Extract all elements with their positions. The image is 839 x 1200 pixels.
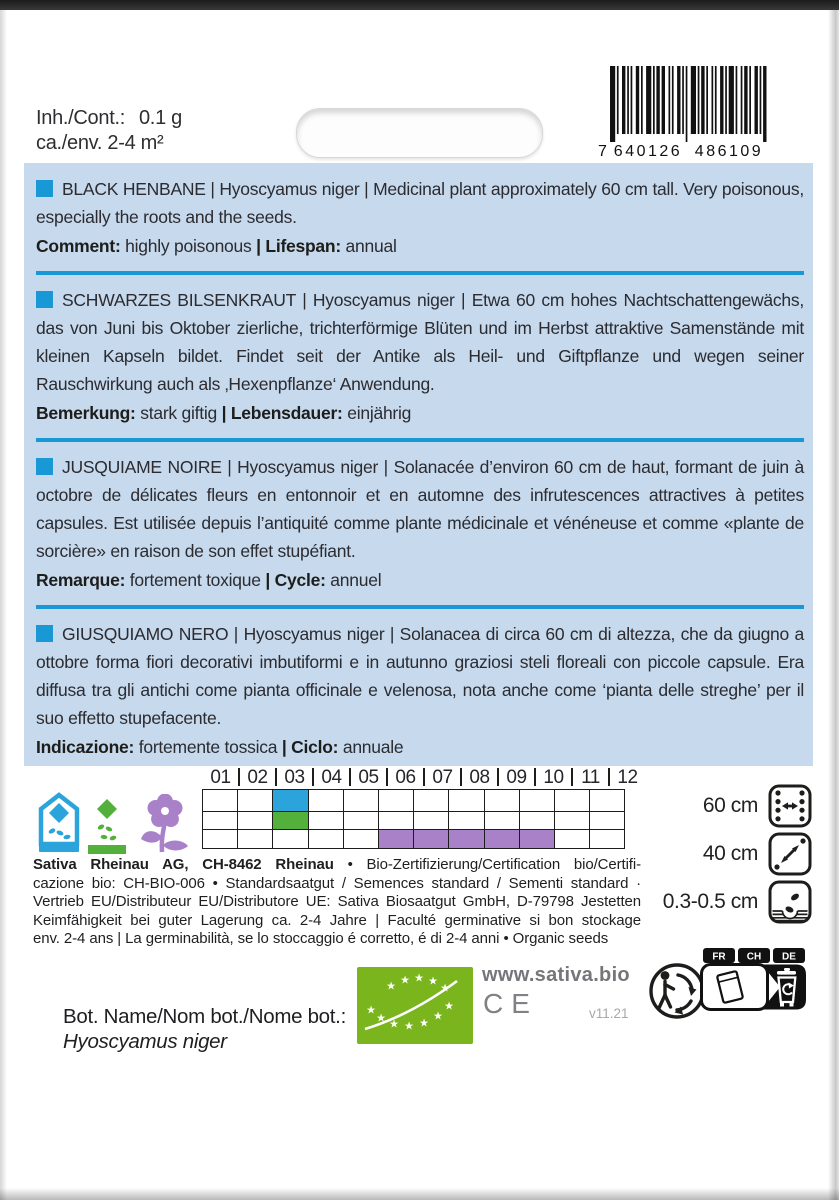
star-icon: ★ xyxy=(428,975,438,988)
star-icon: ★ xyxy=(400,974,410,987)
star-icon: ★ xyxy=(414,972,424,985)
separator-rule xyxy=(36,605,804,609)
section-description: JUSQUIAME NOIRE | Hyoscyamus niger | Solanacée d’environ 60 cm de haut, formant de juin à octobre de délicates fleurs en entonnoir et en automne des infrutescences attractives à petites capsules. Est utilisée depuis l’antiquité comme plante médicinale et vénéneuse et comme «plante de sorcière» en raison de son effet stupéfiant. xyxy=(36,457,804,561)
calendar-legend xyxy=(38,788,198,854)
calendar-cell xyxy=(273,830,308,849)
note-label: | Ciclo: xyxy=(281,737,339,757)
calendar-cell xyxy=(379,812,414,830)
eu-leaf-stars xyxy=(357,967,473,1044)
direct-sowing-icon xyxy=(88,797,126,854)
calendar-month-label: 05 xyxy=(350,766,387,789)
calendar-cell xyxy=(203,812,238,830)
disposal-tab-ch: CH xyxy=(746,951,762,963)
company-line1: • Bio-Zertifizierung/Certification bio/Certifi- xyxy=(333,856,641,873)
botanical-name: Hyoscyamus niger xyxy=(63,1030,227,1053)
calendar-cell xyxy=(309,790,344,812)
note-value: fortemente tossica xyxy=(134,737,282,757)
calendar-cell xyxy=(309,830,344,849)
row-spacing-icon xyxy=(768,784,812,828)
calendar-cell xyxy=(520,790,555,812)
hang-hole xyxy=(296,108,543,158)
note-label: Bemerkung: xyxy=(36,403,136,423)
photo-edge-top xyxy=(0,0,839,10)
star-icon: ★ xyxy=(389,1018,399,1031)
calendar-cell xyxy=(238,830,273,849)
description-panel xyxy=(24,163,813,766)
calendar-month-label: 06 xyxy=(387,766,424,789)
section-bullet-icon xyxy=(36,625,53,642)
barcode-group1: 640126 xyxy=(613,143,683,160)
calendar-cell xyxy=(379,790,414,812)
botanical-name-block xyxy=(63,1004,346,1054)
barcode-prefix: 7 xyxy=(598,143,610,160)
calendar-cell xyxy=(203,790,238,812)
note-value: stark giftig xyxy=(135,403,222,423)
calendar-month-label: 09 xyxy=(498,766,535,789)
photo-edge-right xyxy=(828,10,839,1200)
note-label: Indicazione: xyxy=(36,737,135,757)
language-section-it xyxy=(36,620,804,761)
company-name: Sativa Rheinau AG, CH-8462 Rheinau xyxy=(33,856,334,873)
section-text xyxy=(36,175,804,231)
section-description: SCHWARZES BILSENKRAUT | Hyoscyamus niger | Etwa 60 cm hohes Nachtschattengewächs, das von Juni bis Oktober zierliche, trichterförmige Blüten und im Herbst attraktive Samenstände mit kleinen Kapseln bildet. Findet seit der Antike als Heil- und Giftpflanze und wegen seiner Rauschwirkung auch als ‚Hexenpflanze‘ Anwendung. xyxy=(36,290,804,394)
spec-row-spacing xyxy=(560,784,812,828)
note-label: | Lifespan: xyxy=(256,236,341,256)
company-line4: Keimfähigkeit bei guter Lagerung ca. 2-4 Jahre | Faculté germinative si bon stockage xyxy=(33,911,641,929)
note-label: | Cycle: xyxy=(265,570,326,590)
section-note xyxy=(36,566,804,594)
disposal-tab-fr: FR xyxy=(712,951,726,963)
botanical-name-label: Bot. Name/Nom bot./Nome bot.: xyxy=(63,1005,346,1028)
section-bullet-icon xyxy=(36,291,53,308)
calendar-cell xyxy=(449,812,484,830)
note-value: annuale xyxy=(338,737,404,757)
section-description: GIUSQUIAMO NERO | Hyoscyamus niger | Solanacea di circa 60 cm di altezza, che da giugno a ottobre forma fiori decorativi imbutiformi e in autunno graziosi steli floreali con piccole capsule. Era diffusa tra gli antichi come pianta officinale e velenosa, nota anche come ‘pianta delle streghe’ per il suo effetto stupefacente. xyxy=(36,624,804,728)
photo-edge-left xyxy=(0,10,7,1200)
calendar-cell xyxy=(485,812,520,830)
star-icon: ★ xyxy=(433,1010,443,1023)
content-value: 0.1 g xyxy=(138,107,182,129)
section-note xyxy=(36,399,804,427)
company-line5: env. 2-4 ans | La germinabilità, se lo stoccaggio é corretto, é di 2-4 anni • Organic seeds xyxy=(33,930,609,948)
note-value: annuel xyxy=(325,570,382,590)
company-line2: cazione bio: CH-BIO-006 • Standardsaatgut / Semences standard / Sementi standard · xyxy=(33,874,641,892)
flowering-icon xyxy=(136,794,194,854)
calendar-month-label: 04 xyxy=(313,766,350,789)
section-bullet-icon xyxy=(36,458,53,475)
calendar-cell xyxy=(520,830,555,849)
language-section-fr xyxy=(36,453,804,594)
calendar-cell xyxy=(344,812,379,830)
section-note xyxy=(36,733,804,761)
ce-mark: CE xyxy=(483,988,538,1019)
calendar-month-label: 10 xyxy=(535,766,572,789)
calendar-month-label: 08 xyxy=(461,766,498,789)
website-url: www.sativa.bio xyxy=(482,964,630,986)
triman-recycling-icon xyxy=(648,962,706,1025)
photo-edge-bottom xyxy=(0,1188,839,1200)
note-label: Remarque: xyxy=(36,570,126,590)
plant-distance-label: 40 cm xyxy=(702,842,758,865)
calendar-cell xyxy=(238,790,273,812)
coverage-area: ca./env. 2-4 m² xyxy=(36,132,164,154)
star-icon: ★ xyxy=(404,1020,414,1033)
row-spacing-label: 60 cm xyxy=(702,794,758,817)
barcode-bars xyxy=(610,66,767,142)
calendar-cell xyxy=(344,830,379,849)
calendar-cell xyxy=(414,812,449,830)
note-label: | Lebensdauer: xyxy=(221,403,343,423)
calendar-cell xyxy=(520,812,555,830)
calendar-cell xyxy=(485,830,520,849)
calendar-month-label: 07 xyxy=(424,766,461,789)
section-text xyxy=(36,453,804,565)
star-icon: ★ xyxy=(444,1000,454,1013)
section-text xyxy=(36,286,804,398)
note-value: annual xyxy=(340,236,397,256)
content-label: Inh./Cont.: xyxy=(36,107,125,129)
calendar-cell xyxy=(273,790,308,812)
calendar-cell xyxy=(309,812,344,830)
star-icon: ★ xyxy=(419,1017,429,1030)
language-section-en xyxy=(36,175,804,260)
greenhouse-sowing-icon xyxy=(38,792,80,854)
company-info xyxy=(33,856,641,949)
calendar-month-label: 01 xyxy=(210,766,231,788)
note-value: fortement toxique xyxy=(125,570,266,590)
calendar-cell xyxy=(203,830,238,849)
star-icon: ★ xyxy=(376,1012,386,1025)
calendar-month-label: 03 xyxy=(276,766,313,789)
barcode-group2: 486109 xyxy=(694,143,764,160)
calendar-cell xyxy=(344,790,379,812)
separator-rule xyxy=(36,271,804,275)
language-section-de xyxy=(36,286,804,427)
content-info xyxy=(36,106,182,156)
disposal-tab-de: DE xyxy=(782,951,796,963)
version-number: v11.21 xyxy=(589,1006,629,1021)
calendar-cell xyxy=(485,790,520,812)
calendar-cell xyxy=(449,830,484,849)
star-icon: ★ xyxy=(366,1004,376,1017)
eu-organic-logo xyxy=(357,967,473,1044)
calendar-cell xyxy=(414,790,449,812)
calendar-cell xyxy=(379,830,414,849)
star-icon: ★ xyxy=(440,982,450,995)
calendar-cell xyxy=(273,812,308,830)
separator-rule xyxy=(36,438,804,442)
calendar-month-label: 12 xyxy=(609,766,646,789)
calendar-cell xyxy=(414,830,449,849)
calendar-cell xyxy=(449,790,484,812)
note-value: highly poisonous xyxy=(120,236,257,256)
section-text xyxy=(36,620,804,732)
calendar-month-label: 11 xyxy=(572,766,609,789)
section-bullet-icon xyxy=(36,180,53,197)
sowing-depth-icon xyxy=(768,880,812,924)
disposal-instructions-label xyxy=(700,948,808,1017)
section-description: BLACK HENBANE | Hyoscyamus niger | Medicinal plant approximately 60 cm tall. Very poisonous, especially the roots and the seeds. xyxy=(36,179,804,227)
star-icon: ★ xyxy=(386,980,396,993)
company-line3: Vertrieb EU/Distributeur EU/Distributore UE: Sativa Biosaatgut GmbH, D-79798 Jestetten xyxy=(33,893,641,911)
calendar-month-label: 02 xyxy=(239,766,276,789)
note-value: einjährig xyxy=(342,403,412,423)
calendar-cell xyxy=(238,812,273,830)
plant-distance-icon xyxy=(768,832,812,876)
sowing-depth-label: 0.3-0.5 cm xyxy=(662,890,758,913)
section-note xyxy=(36,232,804,260)
note-label: Comment: xyxy=(36,236,121,256)
barcode xyxy=(596,64,778,160)
